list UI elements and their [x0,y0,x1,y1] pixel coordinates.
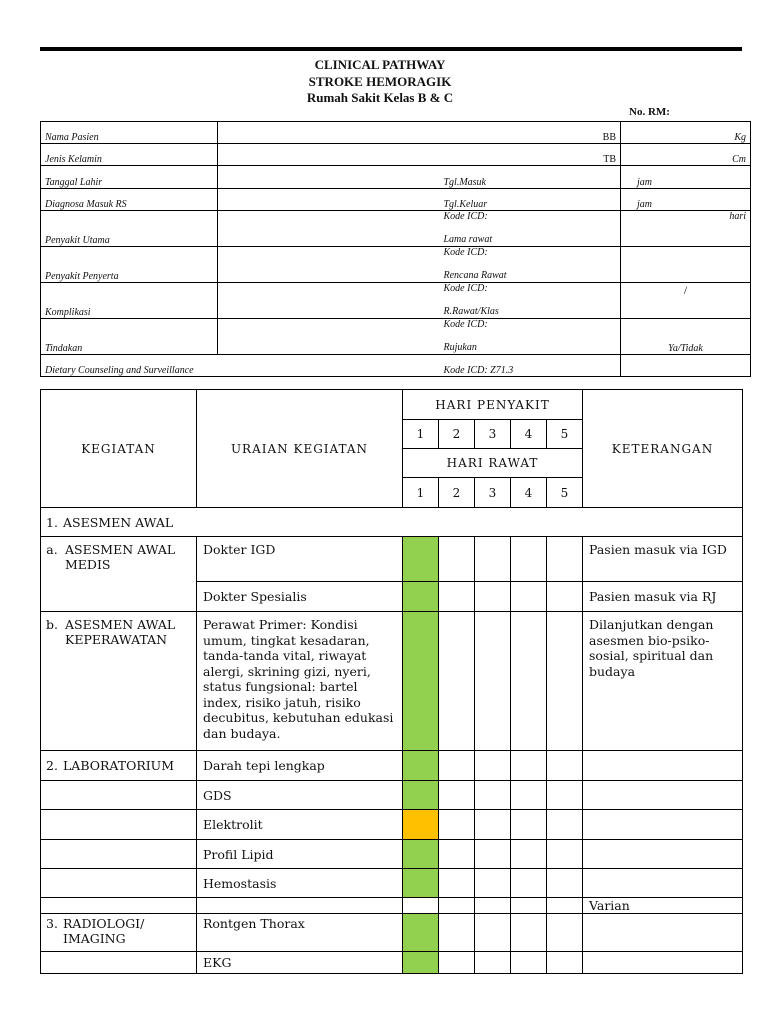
row-gds: GDS [197,781,403,810]
day-cell-empty[interactable] [439,914,475,952]
col-header-hari-rawat: HARI RAWAT [403,449,583,478]
ket-perawat-primer: Dilanjutkan dengan asesmen bio-psiko-sosial, spiritual dan budaya [583,612,743,751]
day-penyakit-1: 1 [403,420,439,449]
kegiatan-empty [41,781,197,810]
day-cell-empty[interactable] [439,840,475,869]
uraian-empty [197,898,403,914]
day-cell-empty[interactable] [547,781,583,810]
col-header-keterangan: KETERANGAN [583,390,743,508]
unit-hari: hari [621,211,751,247]
row-dokter-spesialis: Dokter Spesialis [197,582,403,612]
label-rujukan: Rujukan [443,342,477,353]
day-penyakit-5: 5 [547,420,583,449]
row-darah-tepi: Darah tepi lengkap [197,751,403,781]
field-nama-pasien[interactable] [218,122,440,144]
day-cell-empty[interactable] [475,914,511,952]
day-cell-done[interactable] [403,751,439,781]
field-diagnosa-masuk[interactable] [218,189,440,211]
kegiatan-empty [41,952,197,974]
label-kode-icd-3: Kode ICD: [443,283,488,294]
field-jenis-kelamin[interactable] [218,144,440,166]
day-rawat-1: 1 [403,478,439,508]
day-penyakit-3: 3 [475,420,511,449]
day-cell-empty[interactable] [511,840,547,869]
day-cell-done[interactable] [403,840,439,869]
ket-dokter-spesialis: Pasien masuk via RJ [583,582,743,612]
day-cell-empty[interactable] [547,582,583,612]
field-penyakit-penyerta[interactable] [218,247,440,283]
label-tgl-masuk: Tgl.Masuk [440,166,621,189]
day-cell-empty[interactable] [439,612,475,751]
ket-dokter-igd: Pasien masuk via IGD [583,537,743,582]
row-hemostasis: Hemostasis [197,869,403,898]
col-header-hari-penyakit: HARI PENYAKIT [403,390,583,420]
day-cell-empty[interactable] [511,952,547,974]
day-cell-done[interactable] [403,914,439,952]
ket-empty [583,914,743,952]
day-cell-empty[interactable] [547,952,583,974]
day-rawat-3: 3 [475,478,511,508]
day-cell-empty[interactable] [475,840,511,869]
ket-empty [583,840,743,869]
unit-kg: Kg [621,122,751,144]
label-komplikasi: Komplikasi [41,283,218,319]
field-rencana-rawat[interactable] [621,247,751,283]
day-cell-empty[interactable] [475,781,511,810]
row-elektrolit: Elektrolit [197,810,403,840]
label-rencana-rawat: Rencana Rawat [443,270,507,281]
label-tgl-keluar: Tgl.Keluar [440,189,621,211]
ket-empty [583,810,743,840]
label-jam-masuk: jam [621,166,751,189]
day-cell-empty[interactable] [439,537,475,582]
day-cell-empty[interactable] [547,612,583,751]
field-tanggal-lahir[interactable] [218,166,440,189]
top-rule [40,47,742,51]
no-rm-label: No. RM: [629,106,670,118]
row-ekg: EKG [197,952,403,974]
kegiatan-empty [41,869,197,898]
section-radiologi: 3. RADIOLOGI/ IMAGING [41,914,197,952]
day-cell-done[interactable] [403,869,439,898]
label-kode-icd-2: Kode ICD: [443,247,488,258]
day-cell-empty[interactable] [475,751,511,781]
ket-varian: Varian [583,898,743,914]
label-penyakit-penyerta: Penyakit Penyerta [41,247,218,283]
day-cell-empty[interactable] [475,810,511,840]
col-header-kegiatan: KEGIATAN [41,390,197,508]
day-rawat-2: 2 [439,478,475,508]
kegiatan-empty [41,810,197,840]
section-asesmen-awal: 1. ASESMEN AWAL [41,508,743,537]
day-cell-empty[interactable] [439,582,475,612]
day-cell-empty[interactable] [547,914,583,952]
field-tindakan[interactable] [218,319,440,355]
day-cell-empty[interactable] [511,869,547,898]
day-cell-empty[interactable] [439,898,475,914]
day-cell-empty[interactable] [547,810,583,840]
day-cell-empty[interactable] [439,751,475,781]
day-cell-empty[interactable] [403,898,439,914]
day-cell-empty[interactable] [511,914,547,952]
day-cell-empty[interactable] [547,898,583,914]
day-cell-empty[interactable] [511,898,547,914]
label-bb: BB [440,122,621,144]
field-komplikasi[interactable] [218,283,440,319]
day-cell-done[interactable] [403,582,439,612]
document-subtitle: STROKE HEMORAGIK [308,74,452,89]
day-cell-done[interactable] [403,952,439,974]
row-dokter-igd: Dokter IGD [197,537,403,582]
day-rawat-5: 5 [547,478,583,508]
label-r-rawat-klas: R.Rawat/Klas [443,306,499,317]
label-lama-rawat: Lama rawat [443,234,493,245]
label-penyakit-utama: Penyakit Utama [41,211,218,247]
ket-empty [583,952,743,974]
day-penyakit-4: 4 [511,420,547,449]
option-ya-tidak[interactable]: Ya/Tidak [621,319,751,355]
day-cell-empty[interactable] [439,781,475,810]
day-cell-empty[interactable] [475,952,511,974]
day-cell-empty[interactable] [475,869,511,898]
hospital-class: Rumah Sakit Kelas B & C [306,90,454,105]
day-cell-empty[interactable] [547,751,583,781]
day-cell-done[interactable] [403,781,439,810]
col-header-uraian: URAIAN KEGIATAN [197,390,403,508]
day-rawat-4: 4 [511,478,547,508]
ket-empty [583,869,743,898]
pathway-table [40,389,743,974]
label-dietary: Dietary Counseling and Surveillance [41,355,440,377]
label-tanggal-lahir: Tanggal Lahir [41,166,218,189]
item-asesmen-awal-keperawatan: b. ASESMEN AWAL KEPERAWATAN [41,612,197,751]
field-penyakit-utama[interactable] [218,211,440,247]
field-dietary[interactable] [621,355,751,377]
day-cell-done[interactable] [403,612,439,751]
day-cell-empty[interactable] [511,537,547,582]
day-cell-empty[interactable] [475,898,511,914]
day-cell-empty[interactable] [439,869,475,898]
label-diagnosa-masuk: Diagnosa Masuk RS [41,189,218,211]
row-profil-lipid: Profil Lipid [197,840,403,869]
day-cell-variance[interactable] [403,810,439,840]
day-cell-empty[interactable] [475,537,511,582]
item-asesmen-awal-medis: a. ASESMEN AWAL MEDIS [41,537,197,612]
day-cell-empty[interactable] [439,952,475,974]
ket-empty [583,781,743,810]
day-cell-empty[interactable] [547,537,583,582]
day-penyakit-2: 2 [439,420,475,449]
day-cell-empty[interactable] [511,582,547,612]
kegiatan-empty [41,898,197,914]
label-tindakan: Tindakan [41,319,218,355]
row-rontgen-thorax: Rontgen Thorax [197,914,403,952]
day-cell-empty[interactable] [511,751,547,781]
label-nama-pasien: Nama Pasien [41,122,218,144]
ket-empty [583,751,743,781]
kegiatan-empty [41,840,197,869]
day-cell-empty[interactable] [547,869,583,898]
label-kode-icd-4: Kode ICD: [443,319,488,330]
section-laboratorium: 2. LABORATORIUM [41,751,197,781]
slash-separator: / [621,283,751,319]
label-tb: TB [440,144,621,166]
day-cell-empty[interactable] [547,840,583,869]
unit-cm: Cm [621,144,751,166]
row-perawat-primer: Perawat Primer: Kondisi umum, tingkat kesadaran, tanda-tanda vital, riwayat alergi, skrining gizi, nyeri, status fungsional: bartel index, risiko jatuh, risiko decubitus, kebutuhan edukasi dan budaya. [197,612,403,751]
label-kode-icd-1: Kode ICD: [443,211,488,222]
day-cell-done[interactable] [403,537,439,582]
day-cell-empty[interactable] [511,781,547,810]
label-jam-keluar: jam [621,189,751,211]
day-cell-empty[interactable] [475,612,511,751]
label-jenis-kelamin: Jenis Kelamin [41,144,218,166]
label-kode-icd-z: Kode ICD: Z71.3 [440,355,621,377]
day-cell-empty[interactable] [439,810,475,840]
patient-info-table [40,121,751,377]
day-cell-empty[interactable] [511,612,547,751]
day-cell-empty[interactable] [511,810,547,840]
document-title: CLINICAL PATHWAY [314,57,446,72]
day-cell-empty[interactable] [475,582,511,612]
